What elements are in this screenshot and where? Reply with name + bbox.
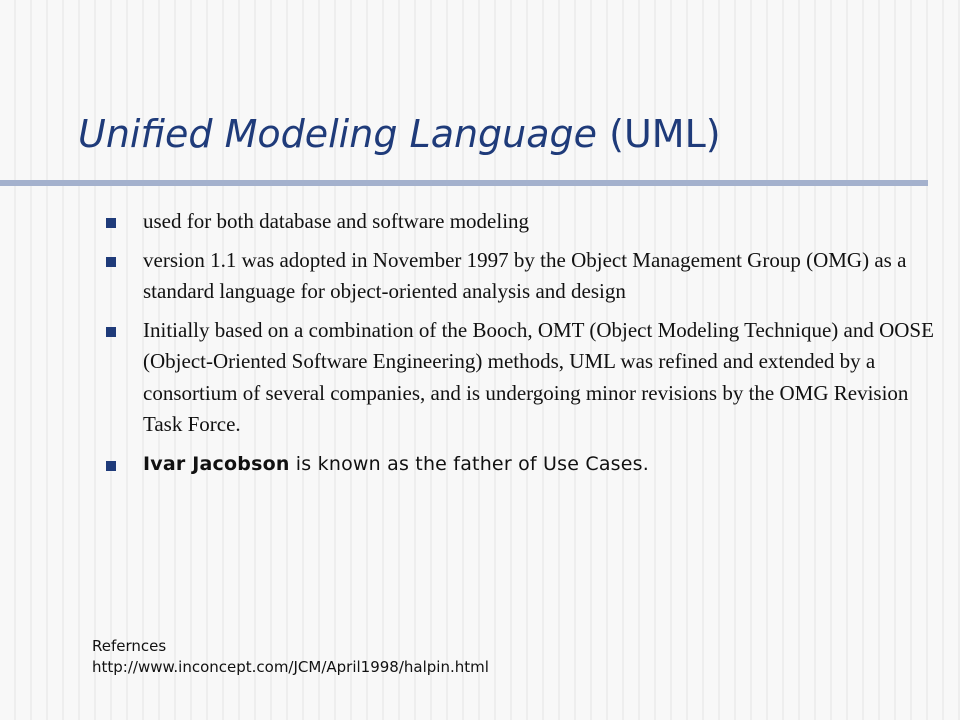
- square-bullet-icon: [106, 327, 116, 337]
- bullet-item: [106, 206, 936, 238]
- slide-title: [78, 112, 721, 156]
- bullet-text: is known as the father of Use Cases.: [289, 452, 650, 475]
- bullet-text: version 1.1 was adopted in November 1997 by the Object Management Group (OMG) as a standard language for object-oriented analysis and design: [143, 247, 907, 303]
- square-bullet-icon: [106, 257, 116, 267]
- slide-title-italic: Unified Modeling Language: [78, 112, 598, 156]
- references-label: Refernces: [92, 637, 167, 655]
- slide-title-abbreviation: (UML): [609, 112, 721, 156]
- square-bullet-icon: [106, 461, 116, 471]
- bullet-item: [106, 315, 936, 441]
- references: [92, 636, 489, 678]
- bullet-bold-name: Ivar Jacobson: [143, 452, 290, 475]
- bullet-text: used for both database and software modeling: [143, 209, 530, 233]
- square-bullet-icon: [106, 218, 116, 228]
- bullet-text: Initially based on a combination of the Booch, OMT (Object Modeling Technique) and OOSE (Object-Oriented Software Engineering) methods, UML was refined and extended by a consortium of several companies, and is undergoing minor revisions by the OMG Revision Task Force.: [143, 317, 934, 436]
- bullet-list: [106, 206, 936, 487]
- references-url: http://www.inconcept.com/JCM/April1998/halpin.html: [92, 658, 489, 676]
- title-divider: [0, 180, 928, 186]
- bullet-item: [106, 449, 936, 481]
- bullet-item: [106, 245, 936, 308]
